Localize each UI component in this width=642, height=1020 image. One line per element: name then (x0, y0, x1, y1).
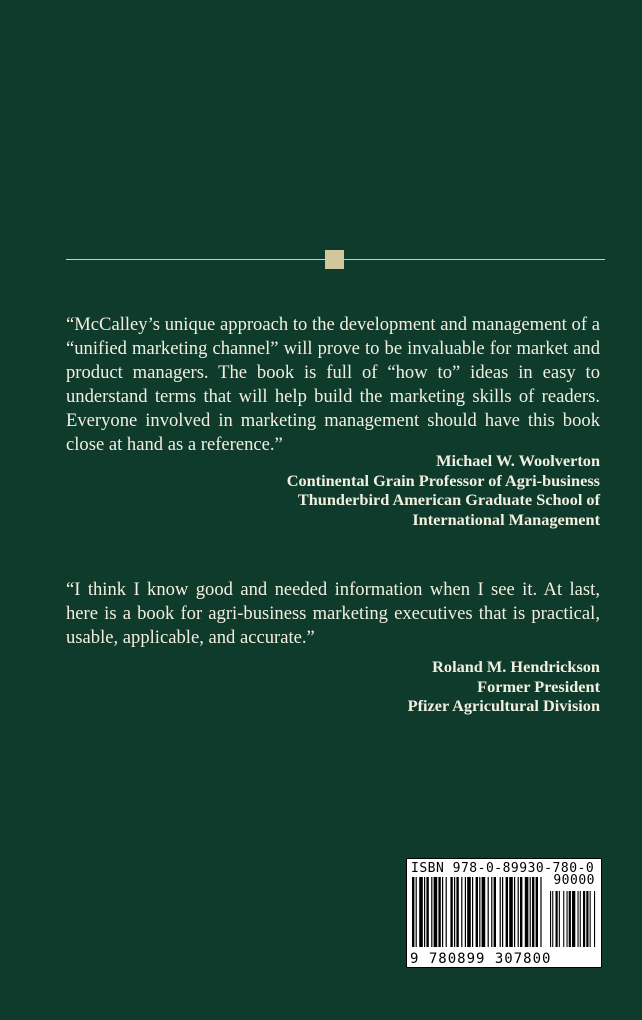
barcode-bar (416, 877, 417, 947)
barcode-bar (438, 877, 440, 947)
addon-bar (552, 891, 553, 947)
addon-bar (586, 891, 588, 947)
ean-digits: 9 780899 307800 (410, 951, 552, 967)
barcode-bar (494, 877, 496, 947)
barcode-bar (461, 877, 462, 947)
barcode-bar (434, 877, 438, 947)
barcode-bar (456, 877, 458, 947)
addon-bar (580, 891, 581, 947)
price-code: 90000 (553, 873, 595, 888)
addon-bar (590, 891, 591, 947)
barcode-bar (412, 877, 414, 947)
barcode-bar (426, 877, 428, 947)
barcode-bar (465, 877, 466, 947)
barcode-bar (525, 877, 529, 947)
attribution-org-cont: International Management (412, 509, 600, 529)
attribution-name: Michael W. Woolverton (436, 451, 600, 470)
attribution-title: Continental Grain Professor of Agri-business (286, 470, 600, 490)
barcode-bar (419, 877, 423, 947)
barcode-bar (424, 877, 425, 947)
quote-woolverton: “McCalley’s unique approach to the development and management of a “unified marketing channel” will prove to be invaluable for market and product managers. The book is full of “how to” ideas in easy to understand terms that will help build the marketing skills of readers. Everyone involved in marketing management should have this book close at hand as a reference.” (66, 314, 600, 455)
barcode-bar (509, 877, 513, 947)
barcode-bars (410, 877, 598, 949)
barcode-bar (530, 877, 531, 947)
attribution-woolverton (287, 451, 600, 529)
addon-bar (550, 891, 551, 947)
barcode-bar (442, 877, 443, 947)
attribution-org: Pfizer Agricultural Division (407, 696, 600, 715)
barcode-bar (532, 877, 534, 947)
addon-bar (572, 891, 575, 947)
barcode-bar (502, 877, 503, 947)
quote-hendrickson: “I think I know good and needed information when I see it. At last, here is a book for agri-business marketing executives that is practical, usable, applicable, and accurate.” (66, 579, 600, 648)
barcode-label (406, 858, 602, 968)
barcode-bar (518, 877, 519, 947)
barcode-bar (446, 877, 447, 947)
addon-bar (559, 891, 560, 947)
addon-bar (567, 891, 568, 947)
addon-bar (563, 891, 564, 947)
barcode-bar (500, 877, 501, 947)
barcode-bar (514, 877, 515, 947)
barcode-bar (476, 877, 478, 947)
attribution-org: Thunderbird American Graduate School of (297, 490, 600, 509)
addon-bar (569, 891, 571, 947)
barcode-bar (540, 877, 541, 947)
barcode-bar (431, 877, 432, 947)
barcode-bar (472, 877, 473, 947)
barcode-bar (488, 877, 489, 947)
barcode-bar (454, 877, 455, 947)
barcode-bar (506, 877, 508, 947)
barcode-bar (467, 877, 471, 947)
barcode-bar (479, 877, 480, 947)
addon-bar (583, 891, 585, 947)
barcode-bar (536, 877, 538, 947)
addon-bar (578, 891, 579, 947)
attribution-name: Roland M. Hendrickson (432, 657, 600, 676)
addon-bar (594, 891, 595, 947)
barcode-bar (482, 877, 486, 947)
barcode-bar (520, 877, 522, 947)
addon-bar (556, 891, 558, 947)
isbn-text: ISBN 978-0-89930-780-0 (411, 861, 595, 876)
barcode-bar (450, 877, 452, 947)
attribution-hendrickson (408, 657, 600, 716)
attribution-title: Former President (477, 676, 600, 696)
ornament-square (325, 250, 344, 269)
barcode-bar (491, 877, 492, 947)
